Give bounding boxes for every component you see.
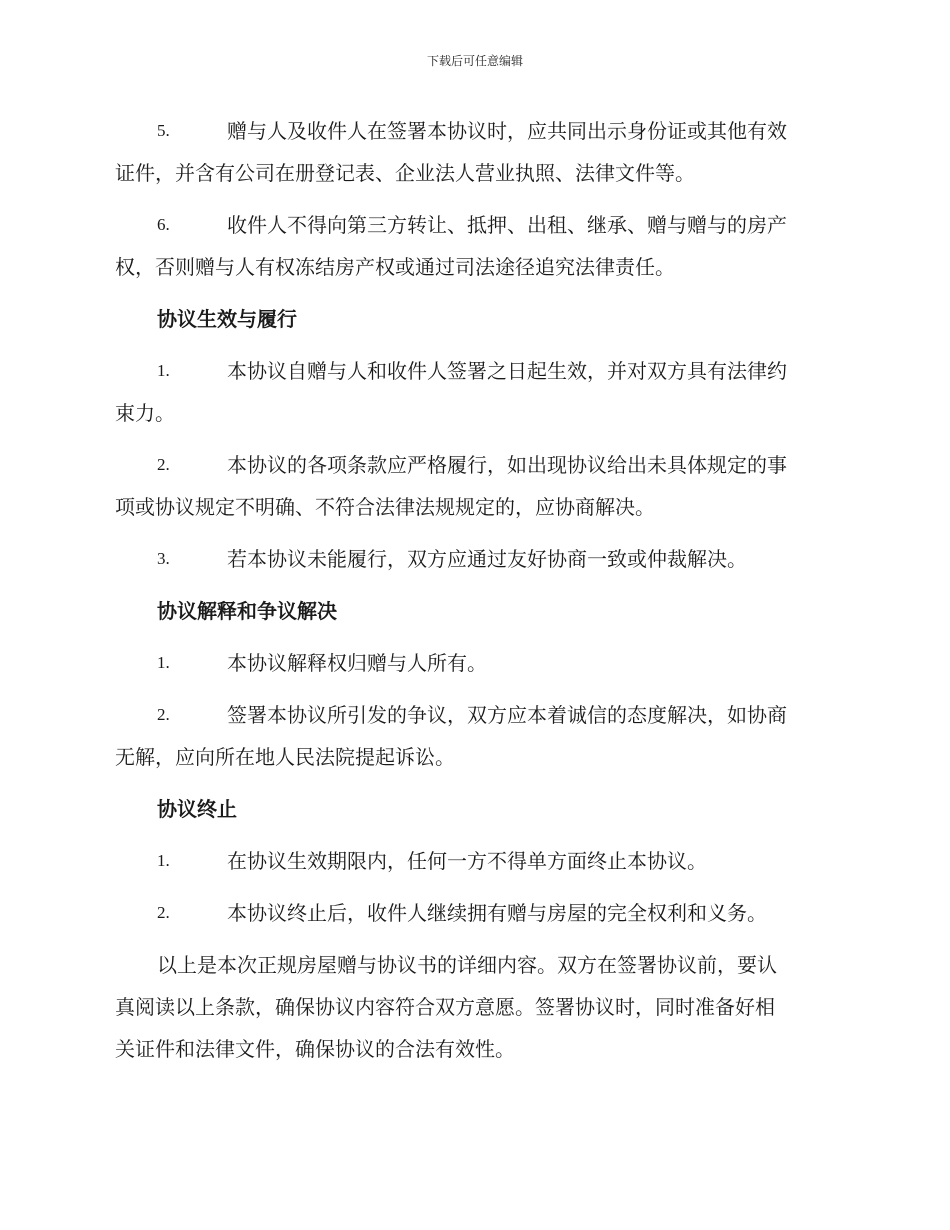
list-item-continuation: 权，否则赠与人有权冻结房产权或通过司法途径追究法律责任。 — [115, 255, 675, 279]
list-item-text: 收件人不得向第三方转让、抵押、出租、继承、赠与赠与的房产 — [227, 213, 787, 237]
list-item — [115, 840, 830, 882]
list-item — [115, 350, 830, 392]
list-item-number: 3. — [157, 549, 170, 568]
list-item-number: 2. — [157, 705, 170, 724]
list-item-continuation: 无解，应向所在地人民法院提起诉讼。 — [115, 745, 455, 769]
closing-paragraph-line: 真阅读以上条款，确保协议内容符合双方意愿。签署协议时，同时准备好相 — [115, 995, 775, 1019]
list-item-number: 5. — [157, 121, 170, 140]
list-item-text: 签署本协议所引发的争议，双方应本着诚信的态度解决，如协商 — [227, 703, 787, 727]
list-item-number: 1. — [157, 361, 170, 380]
list-item-number: 6. — [157, 215, 170, 234]
list-item — [115, 110, 830, 152]
list-item — [115, 892, 830, 934]
section-heading: 协议解释和争议解决 — [157, 599, 337, 623]
list-item — [115, 538, 830, 580]
list-item — [115, 694, 830, 736]
list-item-number: 2. — [157, 455, 170, 474]
list-item — [115, 444, 830, 486]
list-item-text: 本协议的各项条款应严格履行，如出现协议给出未具体规定的事 — [227, 453, 787, 477]
list-item — [115, 642, 830, 684]
list-item — [115, 204, 830, 246]
list-item-continuation: 证件，并含有公司在册登记表、企业法人营业执照、法律文件等。 — [115, 161, 695, 185]
list-item-text: 本协议解释权归赠与人所有。 — [227, 651, 487, 675]
list-item-text: 赠与人及收件人在签署本协议时，应共同出示身份证或其他有效 — [227, 119, 787, 143]
list-item-number: 2. — [157, 903, 170, 922]
closing-paragraph-line: 关证件和法律文件，确保协议的合法有效性。 — [115, 1037, 515, 1061]
list-item-text: 若本协议未能履行，双方应通过友好协商一致或仲裁解决。 — [227, 547, 747, 571]
list-item-continuation: 束力。 — [115, 401, 175, 425]
list-item-continuation: 项或协议规定不明确、不符合法律法规规定的，应协商解决。 — [115, 495, 655, 519]
list-item-number: 1. — [157, 851, 170, 870]
section-heading: 协议生效与履行 — [157, 307, 297, 331]
document-body — [115, 110, 830, 1070]
page-header: 下载后可任意编辑 — [426, 54, 523, 68]
list-item-text: 在协议生效期限内，任何一方不得单方面终止本协议。 — [227, 849, 707, 873]
list-item-number: 1. — [157, 653, 170, 672]
section-heading: 协议终止 — [157, 797, 237, 821]
closing-paragraph-line: 以上是本次正规房屋赠与协议书的详细内容。双方在签署协议前，要认 — [157, 953, 777, 977]
list-item-text: 本协议自赠与人和收件人签署之日起生效，并对双方具有法律约 — [227, 359, 787, 383]
list-item-text: 本协议终止后，收件人继续拥有赠与房屋的完全权利和义务。 — [227, 901, 767, 925]
